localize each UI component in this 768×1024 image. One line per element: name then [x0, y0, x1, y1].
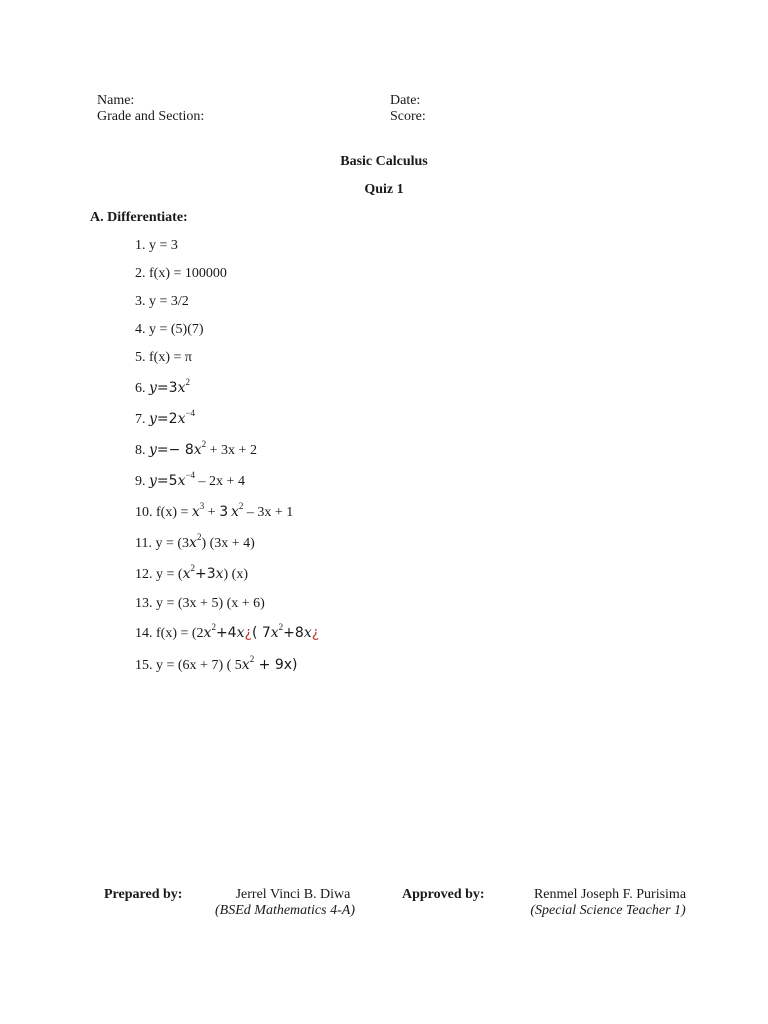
grade-section-label: Grade and Section: — [97, 109, 205, 124]
math-var: x — [177, 473, 186, 489]
math-op: =2 — [156, 411, 178, 427]
quiz-item-4: 4. y = (5)(7) — [135, 322, 204, 337]
item-rest: – 2x + 4 — [195, 474, 245, 489]
exponent: 2 — [238, 500, 244, 511]
math-op: =5 — [156, 473, 178, 489]
exponent: 2 — [190, 562, 195, 573]
item-prefix: 15. y = (6x + 7) ( 5 — [135, 658, 242, 673]
quiz-item-8 — [135, 438, 257, 459]
math-op: +3 — [194, 566, 216, 582]
math-var: y — [149, 473, 157, 489]
math-var: y — [149, 380, 157, 396]
item-number: 6. — [135, 381, 146, 396]
quiz-item-13: 13. y = (3x + 5) (x + 6) — [135, 596, 265, 611]
math-var: x — [177, 380, 186, 396]
preparer-name: Jerrel Vinci B. Diwa — [235, 887, 351, 902]
math-var: x — [191, 504, 200, 520]
section-a-heading: A. Differentiate: — [90, 210, 188, 225]
math-op: =3 — [156, 380, 178, 396]
item-number: 9. — [135, 474, 146, 489]
math-var: x — [193, 442, 202, 458]
score-label: Score: — [390, 109, 426, 124]
math-var: x — [189, 535, 197, 551]
exponent: −4 — [185, 469, 196, 480]
quiz-item-5: 5. f(x) = π — [135, 350, 192, 365]
math-var: x — [182, 566, 191, 582]
exponent: 2 — [196, 531, 202, 542]
math-var: x — [203, 625, 212, 641]
item-rest: + 9x) — [254, 657, 298, 673]
prepared-by-label: Prepared by: — [104, 887, 183, 902]
exponent: −4 — [185, 407, 196, 418]
preparer-role: (BSEd Mathematics 4-A) — [215, 903, 355, 918]
math-var: x — [236, 625, 245, 641]
quiz-item-15 — [135, 653, 298, 674]
math-op: +8 — [283, 625, 304, 641]
item-rest: – 3x + 1 — [243, 505, 294, 520]
exponent: 3 — [199, 500, 205, 511]
item-rest: ) (x) — [223, 567, 249, 582]
math-coef: 3 — [219, 504, 229, 520]
quiz-item-1: 1. y = 3 — [135, 238, 178, 253]
math-var: y — [149, 442, 157, 458]
quiz-item-12 — [135, 562, 249, 583]
document-title: Basic Calculus — [340, 154, 428, 169]
approved-by-label: Approved by: — [402, 887, 485, 902]
item-rest: ) (3x + 4) — [201, 536, 255, 551]
name-label: Name: — [97, 93, 135, 108]
item-prefix: 10. f(x) = — [135, 505, 192, 520]
item-prefix: 11. y = (3 — [135, 536, 190, 551]
item-number: 8. — [135, 443, 146, 458]
item-prefix: 14. f(x) = (2 — [135, 626, 204, 641]
math-var: x — [177, 411, 186, 427]
math-var: x — [215, 566, 224, 582]
math-op: +4 — [215, 625, 237, 641]
approver-name: Renmel Joseph F. Purisima — [533, 887, 687, 902]
math-var: x — [230, 504, 239, 520]
quiz-item-11 — [135, 531, 255, 552]
math-var: x — [303, 625, 312, 641]
math-var: y — [149, 411, 157, 427]
item-rest: + 3x + 2 — [206, 443, 257, 458]
exponent: 2 — [185, 376, 190, 387]
math-op: ( 7 — [251, 625, 271, 641]
quiz-item-10 — [135, 500, 294, 521]
date-label: Date: — [390, 93, 421, 108]
broken-glyph: ¿ — [244, 625, 252, 641]
quiz-item-7 — [135, 407, 196, 428]
math-op: =− 8 — [156, 442, 194, 458]
exponent: 2 — [249, 653, 255, 664]
quiz-item-9 — [135, 469, 245, 490]
math-var: x — [241, 657, 250, 673]
quiz-subtitle: Quiz 1 — [364, 182, 404, 197]
exponent: 2 — [201, 438, 207, 449]
quiz-item-6 — [135, 376, 190, 397]
quiz-item-3: 3. y = 3/2 — [135, 294, 189, 309]
approver-role: (Special Science Teacher 1) — [530, 903, 686, 918]
item-prefix: 12. y = ( — [135, 567, 183, 582]
item-number: 7. — [135, 412, 146, 427]
exponent: 2 — [278, 621, 284, 632]
quiz-item-14 — [135, 621, 320, 642]
exponent: 2 — [211, 621, 216, 632]
quiz-item-2: 2. f(x) = 100000 — [135, 266, 227, 281]
math-var: x — [270, 625, 279, 641]
broken-glyph: ¿ — [311, 625, 320, 641]
item-mid: + — [204, 505, 220, 520]
